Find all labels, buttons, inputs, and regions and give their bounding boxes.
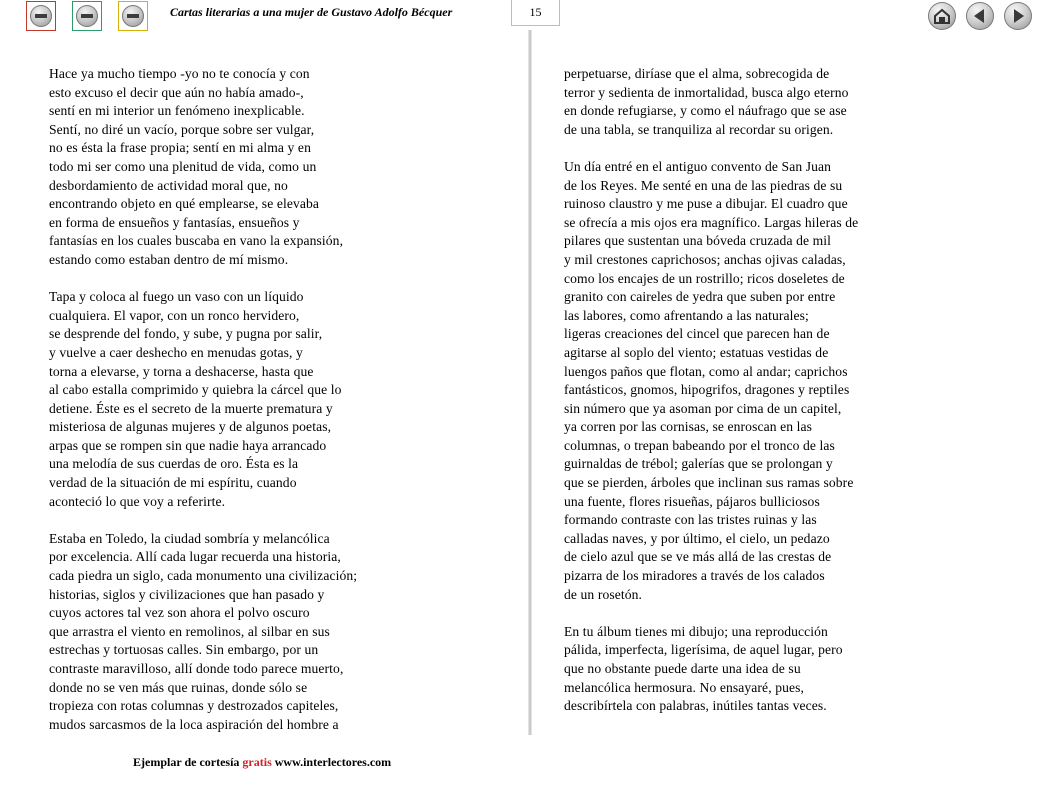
text-line: en donde refugiarse, y como el náufrago que se ase	[564, 103, 847, 119]
paragraph	[49, 530, 357, 735]
home-icon	[928, 2, 956, 30]
text-line: granito con caireles de yedra que suben por entre	[564, 289, 836, 305]
text-line: perpetuarse, diríase que el alma, sobrecogida de	[564, 66, 830, 81]
text-line: desbordamiento de actividad moral que, no	[49, 177, 288, 193]
text-line: y vuelve a caer deshecho en menudas gotas, y	[49, 344, 303, 360]
text-line: al cabo estalla comprimido y quiebra la cárcel que lo	[49, 382, 342, 398]
arrow-right-icon	[1004, 2, 1032, 30]
text-line: todo mi ser como una plenitud de vida, como un	[49, 158, 317, 174]
text-line: ya corren por las cornisas, se enroscan en las	[564, 419, 813, 435]
text-line: en forma de ensueños y fantasías, ensueños y	[49, 214, 300, 230]
text-line: columnas, o trepan babeando por el tronco de las	[564, 437, 835, 453]
text-line: donde no se ven más que ruinas, donde sólo se	[49, 679, 308, 695]
footer-courtesy-text: Ejemplar de cortesía	[133, 755, 243, 769]
text-line: por excelencia. Allí cada lugar recuerda una historia,	[49, 549, 341, 565]
text-line: cuyos actores tal vez son ahora el polvo oscuro	[49, 605, 310, 621]
paragraph	[564, 623, 858, 716]
text-line: fantásticos, gnomos, hipogrifos, dragones y reptiles	[564, 382, 850, 398]
text-line: describírtela con palabras, inútiles tantas veces.	[564, 698, 827, 714]
text-line: formando contraste con las tristes ruinas y las	[564, 512, 817, 528]
text-line: pálida, imperfecta, ligerísima, de aquel lugar, pero	[564, 642, 843, 658]
paragraph	[564, 65, 858, 139]
text-line: contraste maravilloso, allí donde todo parece muerto,	[49, 661, 344, 676]
text-line: melancólica hermosura. No ensayaré, pues,	[564, 679, 805, 695]
text-line: terror y sedienta de inmortalidad, busca algo eterno	[564, 84, 849, 100]
text-line: una fuente, flores risueñas, pájaros bulliciosos	[564, 493, 820, 509]
text-line: En tu álbum tienes mi dibujo; una reproducción	[564, 623, 828, 639]
text-line: Estaba en Toledo, la ciudad sombría y melancólica	[49, 530, 330, 546]
text-line: se ofrecía a mis ojos era magnífico. Largas hileras de	[564, 214, 859, 230]
paragraph	[49, 288, 357, 511]
window-button-yellow[interactable]	[118, 1, 148, 31]
text-line: que arrastra el viento en remolinos, al silbar en sus	[49, 623, 330, 639]
text-line: que se pierden, árboles que inclinan sus ramas sobre	[564, 475, 854, 491]
previous-page-button[interactable]	[966, 2, 994, 30]
text-line: pilares que sustentan una bóveda cruzada de mil	[564, 233, 832, 249]
text-line: una melodía de sus cuerdas de oro. Ésta es la	[49, 456, 299, 472]
right-column-text	[564, 65, 858, 734]
text-line: ligeras creaciones del cincel que parecen han de	[564, 326, 830, 342]
arrow-left-icon	[966, 2, 994, 30]
text-line: historias, siglos y civilizaciones que han pasado y	[49, 586, 325, 602]
text-line: Un día entré en el antiguo convento de San Juan	[564, 158, 832, 174]
text-line: encontrando objeto en qué emplearse, se elevaba	[49, 196, 320, 212]
text-line: Sentí, no diré un vacío, porque sobre ser vulgar,	[49, 121, 315, 137]
book-spine	[528, 30, 532, 735]
paragraph	[49, 65, 357, 270]
minus-icon	[122, 5, 144, 27]
text-line: aconteció lo que voy a referirte.	[49, 493, 226, 509]
book-title: Cartas literarias a una mujer de Gustavo Adolfo Bécquer	[170, 5, 453, 19]
text-line: sin número que ya asoman por cima de un capitel,	[564, 400, 842, 416]
text-line: arpas que se rompen sin que nadie haya arrancado	[49, 437, 327, 453]
text-line: fantasías en los cuales buscaba en vano la expansión,	[49, 233, 344, 249]
text-line: detiene. Éste es el secreto de la muerte prematura y	[49, 400, 333, 416]
text-line: que no obstante puede darte una idea de su	[564, 661, 801, 676]
minus-icon	[30, 5, 52, 27]
text-line: Tapa y coloca al fuego un vaso con un líquido	[49, 289, 304, 305]
text-line: agitarse al soplo del viento; estatuas vestidas de	[564, 344, 829, 360]
text-line: se desprende del fondo, y sube, y pugna por salir,	[49, 326, 323, 342]
text-line: calladas naves, y por último, el cielo, un pedazo	[564, 530, 830, 546]
text-line: verdad de la situación de mi espíritu, cuando	[49, 475, 297, 491]
text-line: misteriosa de algunas mujeres y de algunos poetas,	[49, 419, 332, 435]
next-page-button[interactable]	[1004, 2, 1032, 30]
text-line: de un rosetón.	[564, 586, 643, 602]
text-line: de cielo azul que se ve más allá de las crestas de	[564, 549, 832, 565]
text-line: estrechas y tortuosas calles. Sin embargo, por un	[49, 642, 319, 658]
window-button-green[interactable]	[72, 1, 102, 31]
left-column-text	[49, 65, 357, 753]
text-line: torna a elevarse, y torna a deshacerse, hasta que	[49, 363, 314, 379]
text-line: no es ésta la frase propia; sentí en mi alma y en	[49, 140, 311, 156]
footer-url-link[interactable]: www.interlectores.com	[271, 755, 392, 769]
minus-icon	[76, 5, 98, 27]
text-line: Hace ya mucho tiempo -yo no te conocía y con	[49, 66, 310, 81]
text-line: mudos sarcasmos de la loca aspiración del hombre a	[49, 716, 339, 732]
home-button[interactable]	[928, 2, 956, 30]
text-line: y mil crestones caprichosos; anchas ojivas caladas,	[564, 251, 846, 267]
text-line: esto excuso el decir que aún no había amado-,	[49, 84, 304, 100]
window-button-red[interactable]	[26, 1, 56, 31]
text-line: como los encajes de un rostrillo; ricos doseletes de	[564, 270, 845, 286]
text-line: de los Reyes. Me senté en una de las piedras de su	[564, 177, 843, 193]
text-line: estando como estaban dentro de mí mismo.	[49, 251, 289, 267]
text-line: cada piedra un siglo, cada monumento una civilización;	[49, 568, 358, 584]
text-line: las labores, como afrentando a las naturales;	[564, 307, 809, 323]
paragraph	[564, 158, 858, 604]
footer-free-word: gratis	[242, 755, 272, 769]
footer	[133, 755, 391, 770]
text-line: sentí en mi interior un fenómeno inexplicable.	[49, 103, 305, 119]
text-line: tropieza con rotas columnas y destrozados capiteles,	[49, 698, 339, 714]
text-line: pizarra de los miradores a través de los calados	[564, 568, 825, 584]
text-line: ruinoso claustro y me puse a dibujar. El cuadro que	[564, 196, 848, 212]
page-number: 15	[511, 0, 560, 26]
text-line: de una tabla, se tranquiliza al recordar su origen.	[564, 121, 834, 137]
text-line: cualquiera. El vapor, con un ronco hervidero,	[49, 307, 300, 323]
text-line: luengos paños que flotan, como al andar; caprichos	[564, 363, 848, 379]
text-line: guirnaldas de trébol; galerías que se prolongan y	[564, 456, 833, 472]
